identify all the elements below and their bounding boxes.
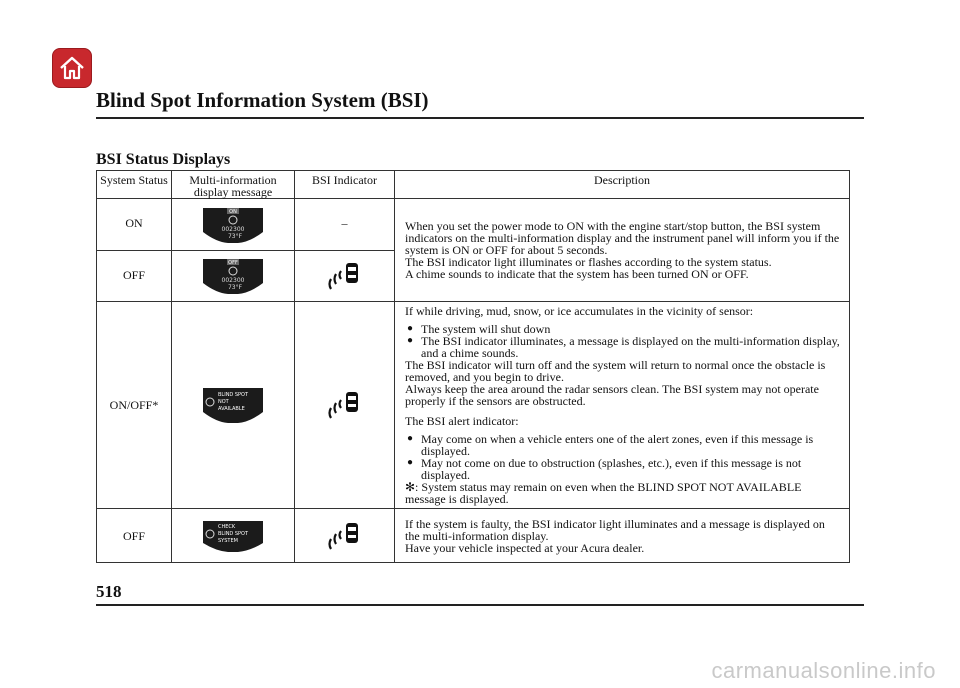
svg-text:002300: 002300	[221, 225, 245, 233]
display-message-cell	[172, 302, 295, 509]
home-icon	[58, 55, 86, 81]
table-row	[97, 509, 850, 563]
description-text: The BSI indicator light illuminates or flashes according to the system status.	[405, 255, 772, 269]
mid-display-image	[202, 519, 264, 553]
display-message-cell	[172, 199, 295, 251]
description-text: The BSI indicator will turn off and the system will return to normal once the obstacle is removed, and you begin to drive.	[405, 358, 826, 384]
bsi-indicator-icon	[327, 521, 363, 551]
list-item: ● May come on when a vehicle enters one of the alert zones, even if this message is displayed.	[405, 433, 841, 457]
indicator-cell	[295, 251, 395, 302]
bsi-indicator-icon	[327, 390, 363, 420]
list-item: ● May not come on due to obstruction (splashes, etc.), even if this message is not displayed.	[405, 457, 841, 481]
status-cell: OFF	[97, 251, 172, 302]
description-cell	[395, 199, 850, 302]
svg-text:ON: ON	[229, 208, 237, 215]
mid-display-image	[202, 206, 264, 244]
header-bsi-indicator: BSI Indicator	[295, 171, 395, 199]
svg-text:BLIND SPOT: BLIND SPOT	[218, 392, 249, 398]
description-text: A chime sounds to indicate that the system has been turned ON or OFF.	[405, 267, 749, 281]
indicator-cell	[295, 302, 395, 509]
watermark: carmanualsonline.info	[711, 658, 936, 683]
svg-text:73°F: 73°F	[227, 284, 243, 291]
bullet-list	[405, 323, 841, 359]
description-text: When you set the power mode to ON with the engine start/stop button, the BSI system indicators on the multi-information display and the instrument panel will inform you if the system is ON or OFF for about 5 seconds.	[405, 219, 840, 257]
display-message-cell	[172, 251, 295, 302]
svg-text:BLIND SPOT: BLIND SPOT	[218, 530, 249, 537]
title-divider	[96, 117, 864, 119]
mid-display-image	[202, 257, 264, 295]
page-title: Blind Spot Information System (BSI)	[96, 88, 429, 112]
section-title: BSI Status Displays	[96, 151, 231, 168]
svg-text:SYSTEM: SYSTEM	[218, 537, 238, 544]
svg-text:73°F: 73°F	[227, 232, 243, 240]
table-header-row	[97, 171, 850, 199]
status-cell: ON	[97, 199, 172, 251]
bullet-list	[405, 433, 841, 481]
description-cell	[395, 509, 850, 563]
description-text: Have your vehicle inspected at your Acura dealer.	[405, 540, 645, 555]
table-row	[97, 302, 850, 509]
header-description: Description	[395, 171, 850, 199]
mid-display-image	[202, 386, 264, 424]
svg-text:CHECK: CHECK	[218, 523, 236, 530]
description-cell	[395, 302, 850, 509]
description-text: The BSI alert indicator:	[405, 414, 519, 428]
indicator-cell: –	[295, 199, 395, 251]
header-system-status: System Status	[97, 171, 172, 199]
description-text: Always keep the area around the radar sensors clean. The BSI system may not operate properly if the sensors are obstructed.	[405, 382, 819, 408]
svg-text:NOT: NOT	[218, 399, 229, 405]
bsi-indicator-icon	[327, 261, 363, 291]
table-row	[97, 199, 850, 251]
header-display-message: Multi-information display message	[172, 171, 295, 199]
description-text: If the system is faulty, the BSI indicator light illuminates and a message is displayed on the multi-information display.	[405, 516, 825, 543]
description-text: If while driving, mud, snow, or ice accumulates in the vicinity of sensor:	[405, 304, 754, 318]
page-number: 518	[96, 582, 122, 601]
list-item: ● The system will shut down	[405, 323, 841, 335]
display-message-cell	[172, 509, 295, 563]
status-cell: OFF	[97, 509, 172, 563]
indicator-cell	[295, 509, 395, 563]
footer-divider	[96, 604, 864, 606]
svg-text:AVAILABLE: AVAILABLE	[218, 406, 245, 412]
svg-text:002300: 002300	[221, 277, 245, 284]
svg-text:OFF: OFF	[228, 260, 238, 266]
home-button[interactable]	[52, 48, 92, 88]
list-item: ● The BSI indicator illuminates, a message is displayed on the multi-information display, and a chime sounds.	[405, 335, 841, 359]
bsi-status-table	[96, 170, 850, 563]
status-cell: ON/OFF*	[97, 302, 172, 509]
footnote: ✻: System status may remain on even when the BLIND SPOT NOT AVAILABLE message is displayed.	[405, 480, 802, 506]
